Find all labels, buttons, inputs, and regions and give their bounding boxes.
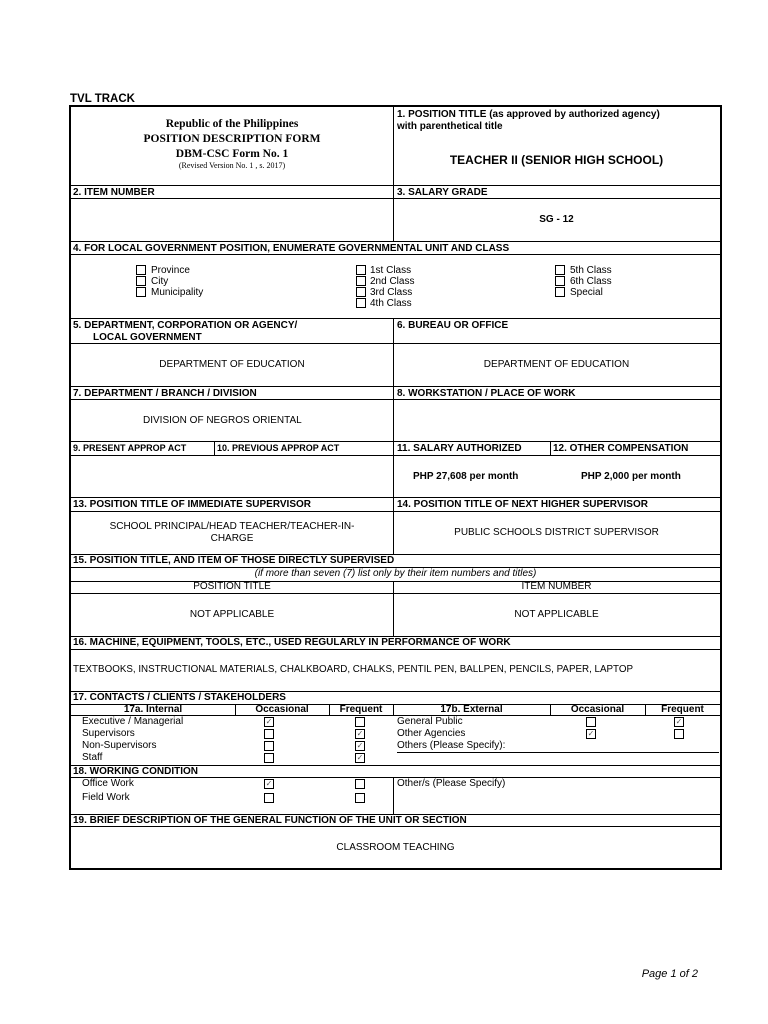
second-class-checkbox[interactable] <box>356 276 366 286</box>
division-label: 7. DEPARTMENT / BRANCH / DIVISION <box>73 388 257 399</box>
external-others: Others (Please Specify): <box>397 740 506 751</box>
external-heading: 17b. External <box>440 704 503 715</box>
office-work-frequent-checkbox[interactable] <box>355 779 365 789</box>
external-frequent-heading: Frequent <box>661 704 704 715</box>
form-title: POSITION DESCRIPTION FORM <box>143 133 321 145</box>
rule <box>71 455 720 456</box>
present-approp-act-label: 9. PRESENT APPROP ACT <box>73 443 187 453</box>
workstation-label: 8. WORKSTATION / PLACE OF WORK <box>397 388 576 399</box>
directly-supervised-note: (if more than seven (7) list only by their item numbers and titles) <box>254 568 537 579</box>
equipment-label: 16. MACHINE, EQUIPMENT, TOOLS, ETC., USED REGULARLY IN PERFORMANCE OF WORK <box>73 637 511 648</box>
internal-frequent-heading: Frequent <box>339 704 383 715</box>
equipment-value: TEXTBOOKS, INSTRUCTIONAL MATERIALS, CHALKBOARD, CHALKS, PENTIL PEN, BALLPEN, PENCILS, PAPER, LAPTOP <box>73 664 634 675</box>
form-number: DBM-CSC Form No. 1 <box>175 148 289 160</box>
directly-supervised-label: 15. POSITION TITLE, AND ITEM OF THOSE DIRECTLY SUPERVISED <box>73 555 395 566</box>
executive-frequent-checkbox[interactable] <box>355 717 365 727</box>
field-work-occasional-checkbox[interactable] <box>264 793 274 803</box>
sixth-class-checkbox[interactable] <box>555 276 565 286</box>
municipality-option: Municipality <box>151 287 204 298</box>
rule <box>214 441 215 455</box>
city-option: City <box>151 276 169 287</box>
rule <box>550 441 551 455</box>
revision-note: (Revised Version No. 1 , s. 2017) <box>178 161 286 170</box>
general-public-occasional-checkbox[interactable] <box>586 717 596 727</box>
rule <box>397 752 719 753</box>
rule <box>71 511 720 512</box>
position-title-label-cont: with parenthetical title <box>397 121 503 132</box>
external-general-public: General Public <box>397 716 463 727</box>
next-higher-supervisor-label: 14. POSITION TITLE OF NEXT HIGHER SUPERVISOR <box>397 499 648 510</box>
division-value: DIVISION OF NEGROS ORIENTAL <box>143 415 302 426</box>
office-work-occasional-checkbox[interactable]: ✓ <box>265 779 273 788</box>
first-class-option: 1st Class <box>370 265 412 276</box>
position-title-column: POSITION TITLE <box>193 581 271 592</box>
non-supervisors-occasional-checkbox[interactable] <box>264 741 274 751</box>
bureau-label: 6. BUREAU OR OFFICE <box>397 320 509 331</box>
special-class-checkbox[interactable] <box>555 287 565 297</box>
rule <box>71 826 720 827</box>
executive-occasional-checkbox[interactable]: ✓ <box>265 717 273 726</box>
rule <box>393 777 394 814</box>
position-title-label: 1. POSITION TITLE (as approved by authorized agency) <box>397 109 660 120</box>
department-value: DEPARTMENT OF EDUCATION <box>159 359 305 370</box>
track-label: TVL TRACK <box>70 93 135 105</box>
fifth-class-checkbox[interactable] <box>555 265 565 275</box>
rule <box>71 198 720 199</box>
second-class-option: 2nd Class <box>370 276 415 287</box>
immediate-supervisor-label: 13. POSITION TITLE OF IMMEDIATE SUPERVISOR <box>73 499 311 510</box>
general-public-frequent-checkbox[interactable]: ✓ <box>675 717 683 726</box>
rule <box>393 107 394 185</box>
province-checkbox[interactable] <box>136 265 146 275</box>
immediate-supervisor-value: SCHOOL PRINCIPAL/HEAD TEACHER/TEACHER-IN- <box>109 521 355 532</box>
position-description-form <box>69 105 722 870</box>
fourth-class-checkbox[interactable] <box>356 298 366 308</box>
general-function-label: 19. BRIEF DESCRIPTION OF THE GENERAL FUNCTION OF THE UNIT OR SECTION <box>73 815 467 826</box>
province-option: Province <box>151 265 190 276</box>
position-title-value: TEACHER II (SENIOR HIGH SCHOOL) <box>449 153 664 167</box>
other-agencies-occasional-checkbox[interactable]: ✓ <box>587 729 595 738</box>
rule <box>71 441 720 442</box>
rule <box>71 593 720 594</box>
other-compensation-value: PHP 2,000 per month <box>581 471 681 482</box>
salary-grade-label: 3. SALARY GRADE <box>397 187 488 198</box>
supervised-item-value: NOT APPLICABLE <box>514 609 599 620</box>
lgu-class-label: 4. FOR LOCAL GOVERNMENT POSITION, ENUMERATE GOVERNMENTAL UNIT AND CLASS <box>73 243 510 254</box>
other-compensation-label: 12. OTHER COMPENSATION <box>553 443 689 454</box>
fifth-class-option: 5th Class <box>570 265 612 276</box>
rule <box>71 185 720 186</box>
office-work: Office Work <box>82 778 134 789</box>
staff-occasional-checkbox[interactable] <box>264 753 274 763</box>
non-supervisors-frequent-checkbox[interactable]: ✓ <box>356 741 364 750</box>
internal-staff: Staff <box>82 752 103 763</box>
city-checkbox[interactable] <box>136 276 146 286</box>
general-function-value: CLASSROOM TEACHING <box>336 842 455 853</box>
rule <box>71 649 720 650</box>
rule <box>71 399 720 400</box>
salary-grade-value: SG - 12 <box>539 214 574 225</box>
page-number: Page 1 of 2 <box>641 968 698 980</box>
rule <box>71 254 720 255</box>
rule <box>71 318 720 319</box>
item-number-label: 2. ITEM NUMBER <box>73 187 155 198</box>
bureau-value: DEPARTMENT OF EDUCATION <box>483 359 630 370</box>
field-work-frequent-checkbox[interactable] <box>355 793 365 803</box>
previous-approp-act-label: 10. PREVIOUS APPROP ACT <box>217 443 340 453</box>
rule <box>71 777 720 778</box>
internal-non-supervisors: Non-Supervisors <box>82 740 157 751</box>
sixth-class-option: 6th Class <box>570 276 612 287</box>
rule <box>71 343 720 344</box>
rule <box>71 241 720 242</box>
supervisors-frequent-checkbox[interactable]: ✓ <box>356 729 364 738</box>
next-higher-supervisor-value: PUBLIC SCHOOLS DISTRICT SUPERVISOR <box>454 527 659 538</box>
third-class-option: 3rd Class <box>370 287 413 298</box>
special-class-option: Special <box>570 287 603 298</box>
first-class-checkbox[interactable] <box>356 265 366 275</box>
department-label-cont: LOCAL GOVERNMENT <box>93 332 202 343</box>
field-work: Field Work <box>82 792 130 803</box>
salary-authorized-value: PHP 27,608 per month <box>413 471 519 482</box>
salary-authorized-label: 11. SALARY AUTHORIZED <box>397 443 522 454</box>
rule <box>71 386 720 387</box>
supervisors-occasional-checkbox[interactable] <box>264 729 274 739</box>
external-other-agencies: Other Agencies <box>397 728 466 739</box>
immediate-supervisor-value-cont: CHARGE <box>210 533 254 544</box>
rule <box>393 318 394 441</box>
contacts-label: 17. CONTACTS / CLIENTS / STAKEHOLDERS <box>73 692 286 703</box>
internal-occasional-heading: Occasional <box>255 704 309 715</box>
rule <box>71 497 720 498</box>
third-class-checkbox[interactable] <box>356 287 366 297</box>
department-label: 5. DEPARTMENT, CORPORATION OR AGENCY/ <box>73 320 298 331</box>
item-number-column: ITEM NUMBER <box>521 581 592 592</box>
other-working-conditions: Other/s (Please Specify) <box>397 778 506 789</box>
supervised-title-value: NOT APPLICABLE <box>189 609 275 620</box>
internal-heading: 17a. Internal <box>123 704 183 715</box>
fourth-class-option: 4th Class <box>370 298 412 309</box>
staff-frequent-checkbox[interactable]: ✓ <box>356 753 364 762</box>
working-condition-label: 18. WORKING CONDITION <box>73 766 199 777</box>
internal-supervisors: Supervisors <box>82 728 135 739</box>
internal-executive: Executive / Managerial <box>82 716 184 727</box>
republic-heading: Republic of the Philippines <box>165 118 299 130</box>
external-occasional-heading: Occasional <box>570 704 625 715</box>
municipality-checkbox[interactable] <box>136 287 146 297</box>
other-agencies-frequent-checkbox[interactable] <box>674 729 684 739</box>
rule <box>393 185 394 241</box>
